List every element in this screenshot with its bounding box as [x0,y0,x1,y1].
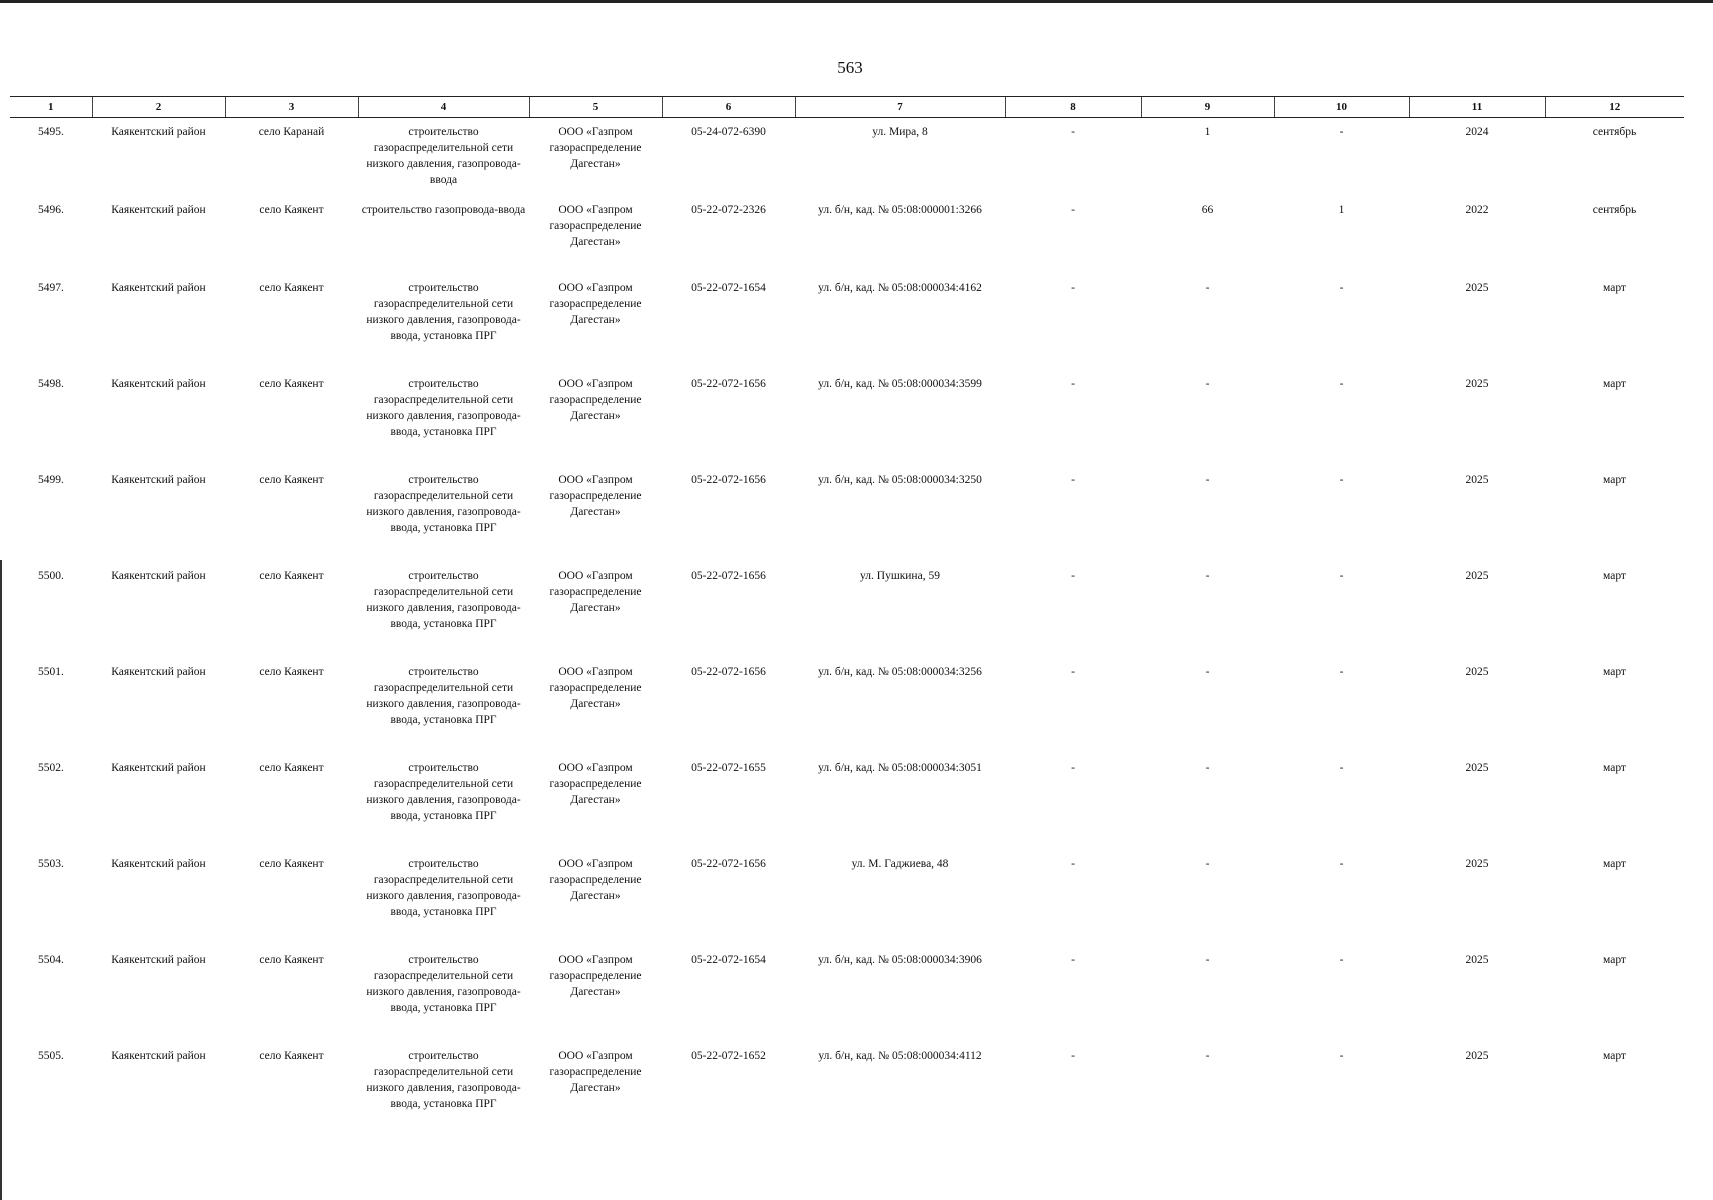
value-cell: 1 [1338,204,1345,216]
column-header: 12 [1545,97,1684,118]
value-cell: - [1071,378,1075,390]
month-cell: март [1603,954,1626,966]
column-header: 6 [662,97,795,118]
address-cell: ул. б/н, кад. № 05:08:000034:3599 [818,378,982,390]
code-cell: 05-22-072-1654 [691,954,766,966]
code-cell: 05-22-072-1656 [691,378,766,390]
work-type-cell: строительство газораспределительной сети низкого давления, газопровода-ввода, установка ПРГ [366,474,521,534]
settlement-cell: село Каранай [258,126,325,138]
code-cell: 05-22-072-1655 [691,762,766,774]
address-cell: ул. б/н, кад. № 05:08:000001:3266 [818,204,982,216]
value-cell: - [1071,282,1075,294]
left-border-line [0,560,2,1200]
table-row [10,370,1684,466]
column-header: 3 [225,97,358,118]
value-cell: 1 [1204,126,1211,138]
district-cell: Каякентский район [111,666,206,678]
organization-cell: ООО «Газпром газораспределение Дагестан» [549,378,642,422]
district-cell: Каякентский район [111,762,206,774]
row-number: 5501. [38,666,64,678]
address-cell: ул. б/н, кад. № 05:08:000034:3051 [818,762,982,774]
year-cell: 2024 [1465,126,1489,138]
month-cell: март [1603,1050,1626,1062]
organization-cell: ООО «Газпром газораспределение Дагестан» [549,954,642,998]
data-table [10,96,1684,1138]
table-row [10,196,1684,274]
organization-cell: ООО «Газпром газораспределение Дагестан» [549,666,642,710]
column-header: 9 [1141,97,1274,118]
code-cell: 05-22-072-1656 [691,474,766,486]
month-cell: март [1603,570,1626,582]
work-type-cell: строительство газораспределительной сети низкого давления, газопровода-ввода, установка ПРГ [366,858,521,918]
work-type-cell: строительство газораспределительной сети низкого давления, газопровода-ввода, установка ПРГ [366,954,521,1014]
settlement-cell: село Каякент [259,282,324,294]
header-row [10,97,1684,118]
district-cell: Каякентский район [111,474,206,486]
month-cell: март [1603,474,1626,486]
district-cell: Каякентский район [111,570,206,582]
work-type-cell: строительство газораспределительной сети низкого давления, газопровода-ввода, установка ПРГ [366,282,521,342]
organization-cell: ООО «Газпром газораспределение Дагестан» [549,474,642,518]
row-number: 5500. [38,570,64,582]
code-cell: 05-24-072-6390 [691,126,766,138]
value-cell: - [1071,762,1075,774]
year-cell: 2025 [1465,954,1489,966]
row-number: 5499. [38,474,64,486]
value-cell: - [1205,666,1210,678]
row-number: 5503. [38,858,64,870]
district-cell: Каякентский район [111,858,206,870]
value-cell: - [1205,378,1210,390]
address-cell: ул. б/н, кад. № 05:08:000034:4112 [818,1050,982,1062]
value-cell: - [1339,378,1344,390]
year-cell: 2025 [1465,762,1489,774]
work-type-cell: строительство газораспределительной сети низкого давления, газопровода-ввода [366,126,521,186]
settlement-cell: село Каякент [259,954,324,966]
settlement-cell: село Каякент [259,378,324,390]
table-row [10,118,1684,197]
value-cell: - [1071,858,1075,870]
address-cell: ул. б/н, кад. № 05:08:000034:3250 [818,474,982,486]
value-cell: - [1339,1050,1344,1062]
row-number: 5495. [38,126,64,138]
district-cell: Каякентский район [111,1050,206,1062]
column-header: 7 [795,97,1005,118]
column-header: 5 [529,97,662,118]
value-cell: - [1339,666,1344,678]
column-header: 8 [1005,97,1141,118]
settlement-cell: село Каякент [259,204,324,216]
settlement-cell: село Каякент [259,1050,324,1062]
table-row [10,946,1684,1042]
district-cell: Каякентский район [111,378,206,390]
address-cell: ул. б/н, кад. № 05:08:000034:3906 [818,954,982,966]
value-cell: - [1339,762,1344,774]
table-row [10,850,1684,946]
table-row [10,562,1684,658]
value-cell: - [1339,474,1344,486]
value-cell: - [1071,666,1075,678]
year-cell: 2022 [1465,204,1489,216]
value-cell: - [1339,282,1344,294]
row-number: 5504. [38,954,64,966]
column-header: 2 [92,97,225,118]
column-header: 1 [10,97,92,118]
address-cell: ул. Пушкина, 59 [860,570,940,582]
code-cell: 05-22-072-2326 [691,204,766,216]
year-cell: 2025 [1465,666,1489,678]
month-cell: март [1603,666,1626,678]
year-cell: 2025 [1465,1050,1489,1062]
address-cell: ул. б/н, кад. № 05:08:000034:3256 [818,666,982,678]
month-cell: март [1603,858,1626,870]
value-cell: - [1205,570,1210,582]
organization-cell: ООО «Газпром газораспределение Дагестан» [549,126,642,170]
value-cell: - [1205,282,1210,294]
value-cell: - [1339,570,1344,582]
address-cell: ул. б/н, кад. № 05:08:000034:4162 [818,282,982,294]
month-cell: сентябрь [1592,126,1637,138]
code-cell: 05-22-072-1654 [691,282,766,294]
value-cell: - [1071,204,1075,216]
work-type-cell: строительство газораспределительной сети низкого давления, газопровода-ввода, установка ПРГ [366,378,521,438]
settlement-cell: село Каякент [259,666,324,678]
value-cell: - [1205,474,1210,486]
column-header: 11 [1409,97,1545,118]
column-header: 10 [1274,97,1409,118]
value-cell: - [1071,1050,1075,1062]
address-cell: ул. Мира, 8 [872,126,928,138]
month-cell: март [1603,282,1626,294]
address-cell: ул. М. Гаджиева, 48 [851,858,949,870]
district-cell: Каякентский район [111,126,206,138]
table-row [10,754,1684,850]
organization-cell: ООО «Газпром газораспределение Дагестан» [549,1050,642,1094]
settlement-cell: село Каякент [259,762,324,774]
top-border-line [0,0,1713,3]
row-number: 5498. [38,378,64,390]
month-cell: сентябрь [1592,204,1637,216]
value-cell: - [1205,762,1210,774]
code-cell: 05-22-072-1656 [691,570,766,582]
month-cell: март [1603,762,1626,774]
district-cell: Каякентский район [111,954,206,966]
value-cell: - [1205,954,1210,966]
value-cell: - [1339,954,1344,966]
settlement-cell: село Каякент [259,474,324,486]
year-cell: 2025 [1465,858,1489,870]
year-cell: 2025 [1465,570,1489,582]
year-cell: 2025 [1465,474,1489,486]
work-type-cell: строительство газораспределительной сети низкого давления, газопровода-ввода, установка ПРГ [366,666,521,726]
value-cell: - [1071,570,1075,582]
value-cell: - [1071,954,1075,966]
value-cell: - [1205,1050,1210,1062]
row-number: 5502. [38,762,64,774]
value-cell: - [1071,126,1075,138]
settlement-cell: село Каякент [259,570,324,582]
year-cell: 2025 [1465,378,1489,390]
row-number: 5496. [38,204,64,216]
work-type-cell: строительство газопровода-ввода [361,204,526,216]
organization-cell: ООО «Газпром газораспределение Дагестан» [549,858,642,902]
table-row [10,466,1684,562]
work-type-cell: строительство газораспределительной сети низкого давления, газопровода-ввода, установка ПРГ [366,1050,521,1110]
year-cell: 2025 [1465,282,1489,294]
row-number: 5497. [38,282,64,294]
code-cell: 05-22-072-1656 [691,858,766,870]
table-row [10,1042,1684,1138]
value-cell: - [1071,474,1075,486]
work-type-cell: строительство газораспределительной сети низкого давления, газопровода-ввода, установка ПРГ [366,762,521,822]
organization-cell: ООО «Газпром газораспределение Дагестан» [549,570,642,614]
organization-cell: ООО «Газпром газораспределение Дагестан» [549,282,642,326]
code-cell: 05-22-072-1652 [691,1050,766,1062]
row-number: 5505. [38,1050,64,1062]
settlement-cell: село Каякент [259,858,324,870]
value-cell: 66 [1201,204,1214,216]
organization-cell: ООО «Газпром газораспределение Дагестан» [549,762,642,806]
month-cell: март [1603,378,1626,390]
value-cell: - [1339,126,1344,138]
value-cell: - [1339,858,1344,870]
work-type-cell: строительство газораспределительной сети низкого давления, газопровода-ввода, установка ПРГ [366,570,521,630]
column-header: 4 [358,97,529,118]
district-cell: Каякентский район [111,282,206,294]
page-number: 563 [837,58,863,77]
value-cell: - [1205,858,1210,870]
table-row [10,274,1684,370]
code-cell: 05-22-072-1656 [691,666,766,678]
district-cell: Каякентский район [111,204,206,216]
organization-cell: ООО «Газпром газораспределение Дагестан» [549,204,642,248]
table-row [10,658,1684,754]
